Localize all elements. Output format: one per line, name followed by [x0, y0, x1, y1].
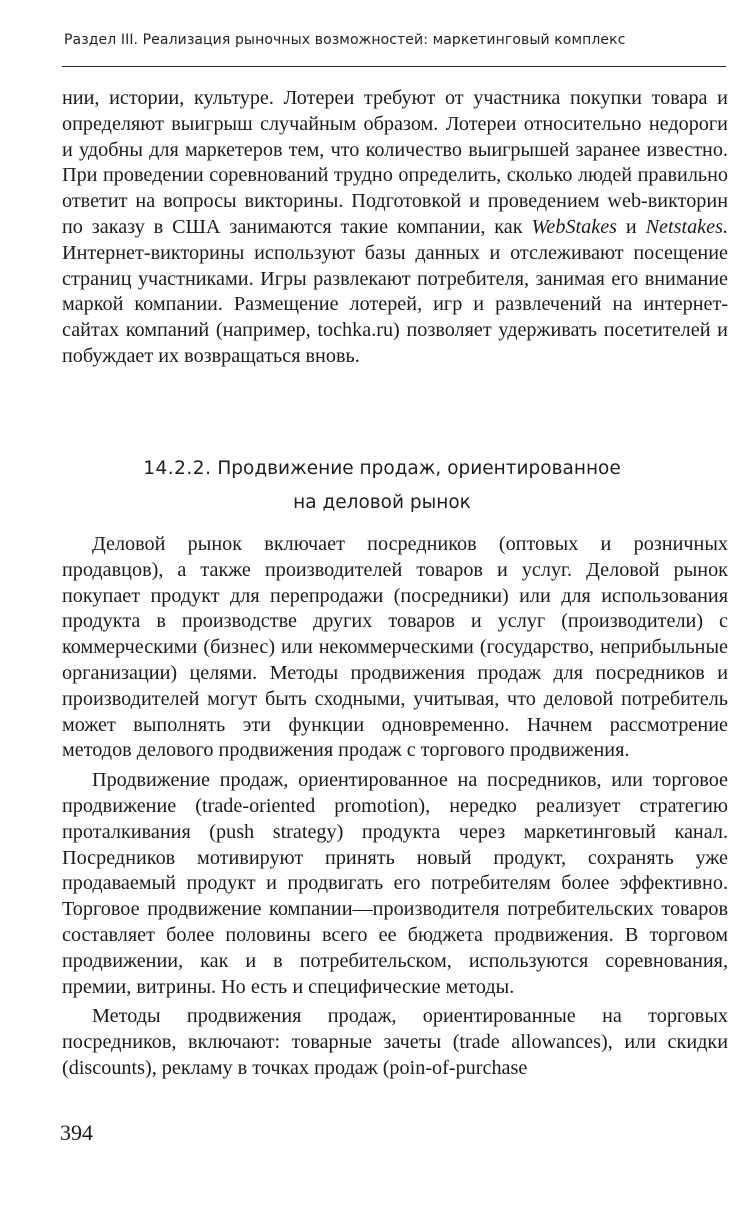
section-paragraph: Продвижение продаж, ориентированное на посредников, или торговое продвижение (trade-oriented promotion), нередко реализует стратегию проталкивания (push strategy) продукта через маркетинговый канал. Посредников мотивируют принять новый продукт, сохранять уже продаваемый продукт и продвигать его потребителям более эффективно. Торговое продвижение компании—производителя потребительских товаров составляет более половины всего ее бюджета продвижения. В торговом продвижении, как и в потребительском, используются соревнования, премии, витрины. Но есть и специфические методы. — [62, 769, 728, 998]
company-name-netstakes: Netstakes. — [645, 215, 728, 238]
section-heading — [92, 452, 672, 520]
section-title-part2: на деловой рынок — [293, 492, 471, 513]
section-heading-line1 — [92, 452, 672, 486]
section-number: 14.2.2. — [143, 458, 212, 479]
intro-paragraph — [62, 86, 728, 370]
company-name-webstakes: WebStakes — [531, 215, 618, 238]
section-body — [62, 532, 728, 1082]
running-header: Раздел III. Реализация рыночных возможностей: маркетинговый комплекс — [64, 32, 626, 48]
intro-text-part2: Интернет-викторины используют базы данных и отслеживают посещение страниц участниками. Игры развлекают потребителя, занимая его внимание маркой компании. Размещение лотерей, игр и развлечений на интернет-сайтах компаний (например, tochka.ru) позволяет удерживать посетителей и побуждает их возвращаться вновь. — [62, 241, 728, 367]
header-rule — [62, 66, 726, 67]
section-title-part1: Продвижение продаж, ориентированное — [217, 458, 621, 479]
section-paragraph: Методы продвижения продаж, ориентированные на торговых посредников, включают: товарные зачеты (trade allowances), или скидки (discounts), рекламу в точках продаж (poin-of-purchase — [62, 1005, 728, 1079]
intro-text-part1: нии, истории, культуре. Лотереи требуют от участника покупки товара и определяют выигрыш случайным образом. Лотереи относительно недороги и удобны для маркетеров тем, что количество выигрышей заранее известно. При проведении соревнований трудно определить, сколько людей правильно ответит на вопросы викторины. Подготовкой и проведением web-викторин по заказу в США занимаются такие компании, как — [62, 87, 728, 238]
section-paragraph: Деловой рынок включает посредников (оптовых и розничных продавцов), а также производителей товаров и услуг. Деловой рынок покупает продукт для перепродажи (посредники) или для использования продукта в производстве других товаров и услуг (производители) с коммерческими (бизнес) или некоммерческими (государство, неприбыльные организации) целями. Методы продвижения продаж для посредников и производителей могут быть сходными, учитывая, что деловой потребитель может выполнять эти функции одновременно. Начнем рассмотрение методов делового продвижения продаж с торгового продвижения. — [62, 533, 728, 762]
conjunction: и — [617, 215, 646, 238]
intro-text-block — [62, 86, 728, 370]
page-number: 394 — [60, 1120, 93, 1145]
